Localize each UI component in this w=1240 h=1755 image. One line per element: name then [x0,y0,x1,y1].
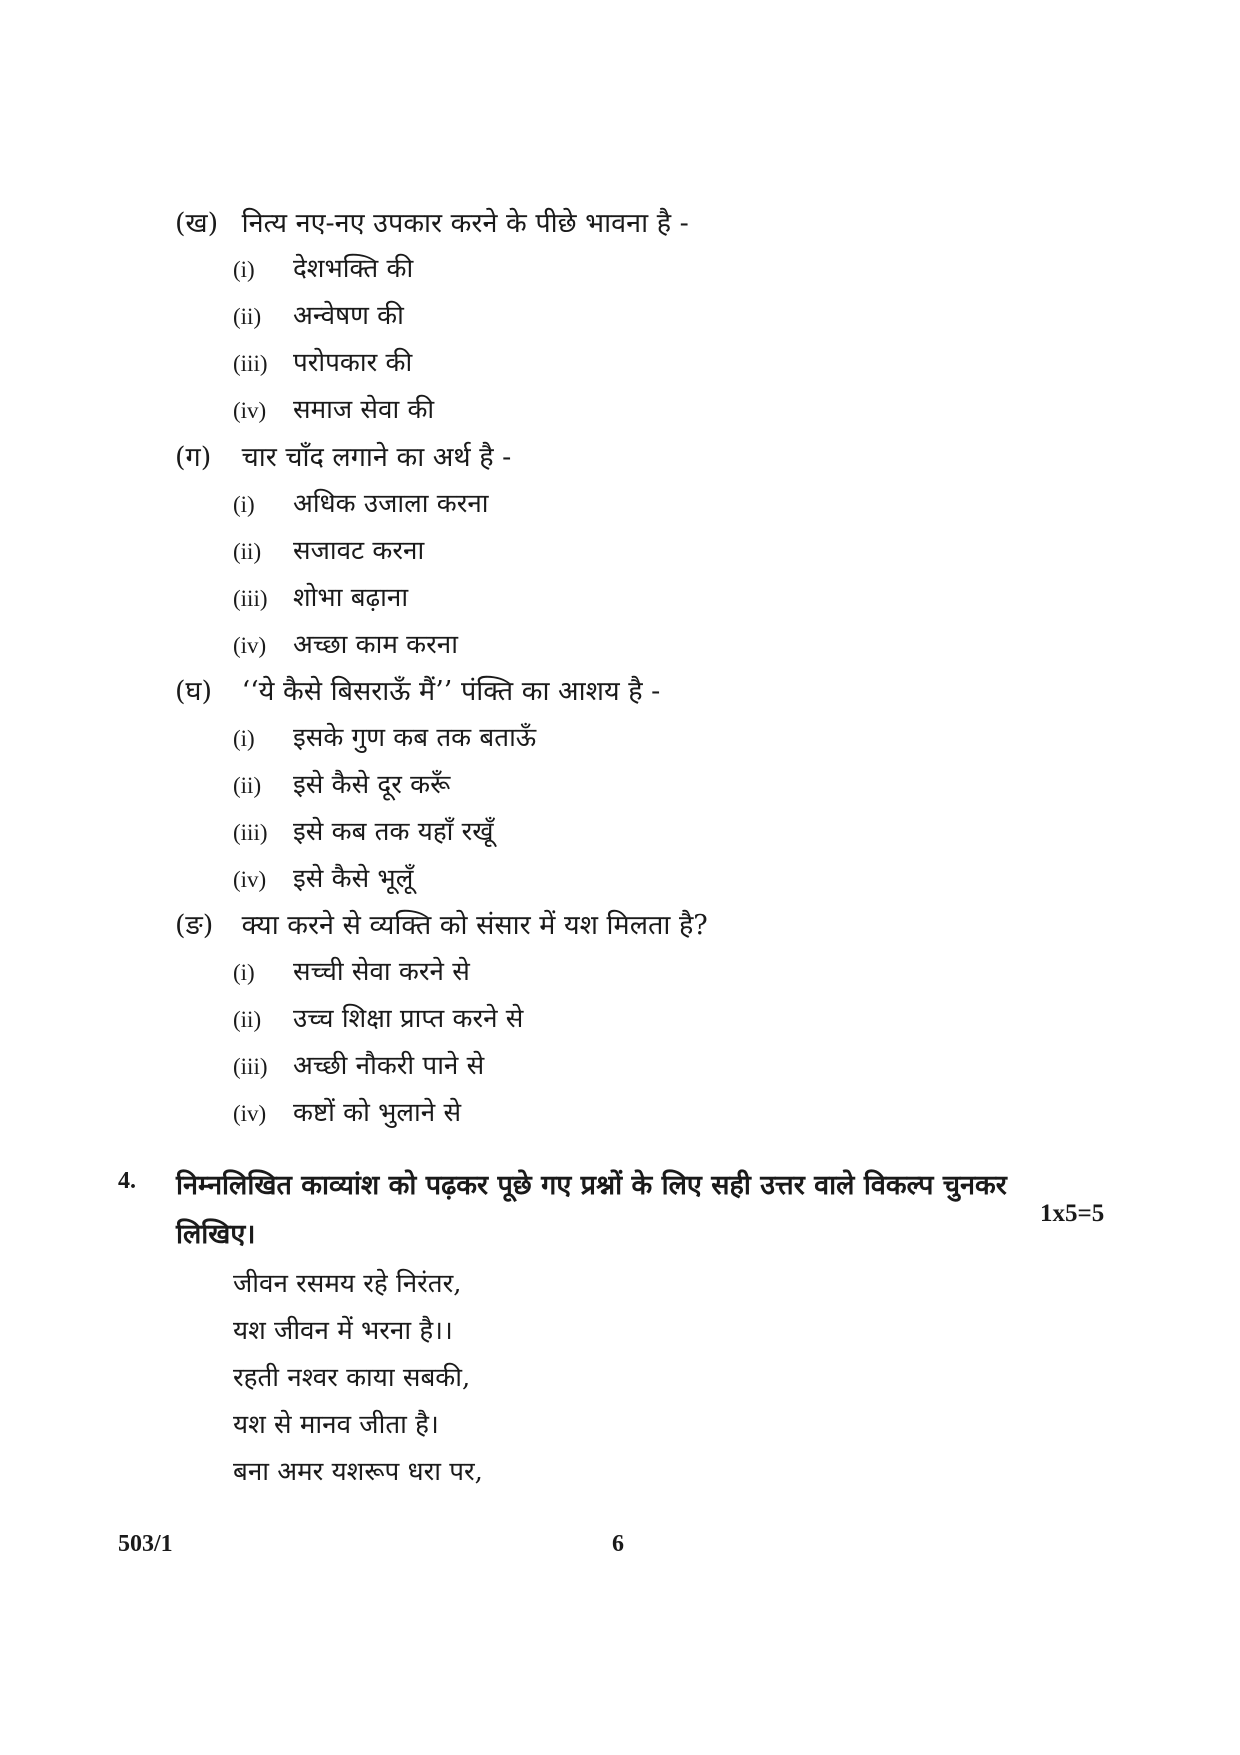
option-text: समाज सेवा की [293,395,435,425]
option-number: (i) [233,257,255,282]
page-number: 6 [612,1531,624,1557]
option-item [233,625,458,661]
option-number: (ii) [233,539,262,564]
option-text: अधिक उजाला करना [293,489,489,519]
option-item [233,999,523,1035]
option-item [233,718,536,754]
option-item [233,390,434,426]
question-kha [175,203,689,240]
option-item [233,952,470,988]
option-number: (iii) [233,1054,268,1079]
option-number: (i) [233,960,255,985]
poem-line: जीवन रसमय रहे निरंतर, [233,1269,462,1299]
poem-line: यश से मानव जीता है। [233,1410,439,1440]
question-text: चार चाँद लगाने का अर्थ है - [241,442,512,473]
option-number: (ii) [233,1007,262,1032]
option-item [233,343,412,379]
question-4-instruction-line1: निम्नलिखित काव्यांश को पढ़कर पूछे गए प्रश्नों के लिए सही उत्तर वाले विकल्प चुनकर [176,1170,1007,1201]
option-text: सच्ची सेवा करने से [293,957,470,987]
option-text: अन्वेषण की [293,301,404,331]
option-number: (iii) [233,820,268,845]
option-number: (iv) [233,398,267,423]
option-item [233,1046,484,1082]
poem-line: बना अमर यशरूप धरा पर, [233,1457,483,1487]
question-gha [175,671,660,708]
option-item [233,296,404,332]
question-text: नित्य नए-नए उपकार करने के पीछे भावना है - [241,208,689,239]
option-text: कष्टों को भुलाने से [293,1098,462,1128]
question-nga [175,905,708,942]
option-text: देशभक्ति की [293,254,414,284]
option-number: (ii) [233,773,262,798]
option-number: (ii) [233,304,262,329]
option-item [233,249,413,285]
question-text: क्या करने से व्यक्ति को संसार में यश मिलता है? [241,910,708,941]
option-number: (iii) [233,351,268,376]
option-item [233,1093,461,1129]
poem-line: यश जीवन में भरना है।। [233,1316,453,1346]
option-item [233,859,413,895]
option-item [233,578,408,614]
question-label: (ङ) [175,910,214,941]
question-ga [175,437,511,474]
option-number: (iv) [233,867,267,892]
option-item [233,812,494,848]
option-text: अच्छी नौकरी पाने से [293,1051,485,1081]
question-number: 4. [118,1168,136,1194]
option-number: (iii) [233,586,268,611]
poem-line: रहती नश्वर काया सबकी, [233,1363,471,1393]
option-text: इसे कैसे दूर करूँ [293,770,451,800]
option-text: शोभा बढ़ाना [293,583,409,613]
paper-code: 503/1 [118,1531,173,1557]
option-item [233,484,489,520]
option-number: (i) [233,726,255,751]
option-text: परोपकार की [293,348,413,378]
option-number: (iv) [233,633,267,658]
question-label: (घ) [175,676,213,707]
question-text: ‘‘ये कैसे बिसराऊँ मैं’’ पंक्ति का आशय है - [241,676,661,707]
option-item [233,765,450,801]
question-4-instruction-line2: लिखिए। [176,1219,256,1250]
question-label: (ग) [175,442,212,473]
option-text: इसे कैसे भूलूँ [293,864,414,894]
option-number: (iv) [233,1101,267,1126]
question-label: (ख) [175,208,219,239]
option-text: उच्च शिक्षा प्राप्त करने से [293,1004,524,1034]
option-number: (i) [233,492,255,517]
marks-allocation: 1x5=5 [1040,1200,1105,1227]
option-text: सजावट करना [293,536,425,566]
option-item [233,531,424,567]
option-text: इसे कब तक यहाँ रखूँ [293,817,494,847]
option-text: अच्छा काम करना [293,630,458,660]
option-text: इसके गुण कब तक बताऊँ [293,723,537,753]
